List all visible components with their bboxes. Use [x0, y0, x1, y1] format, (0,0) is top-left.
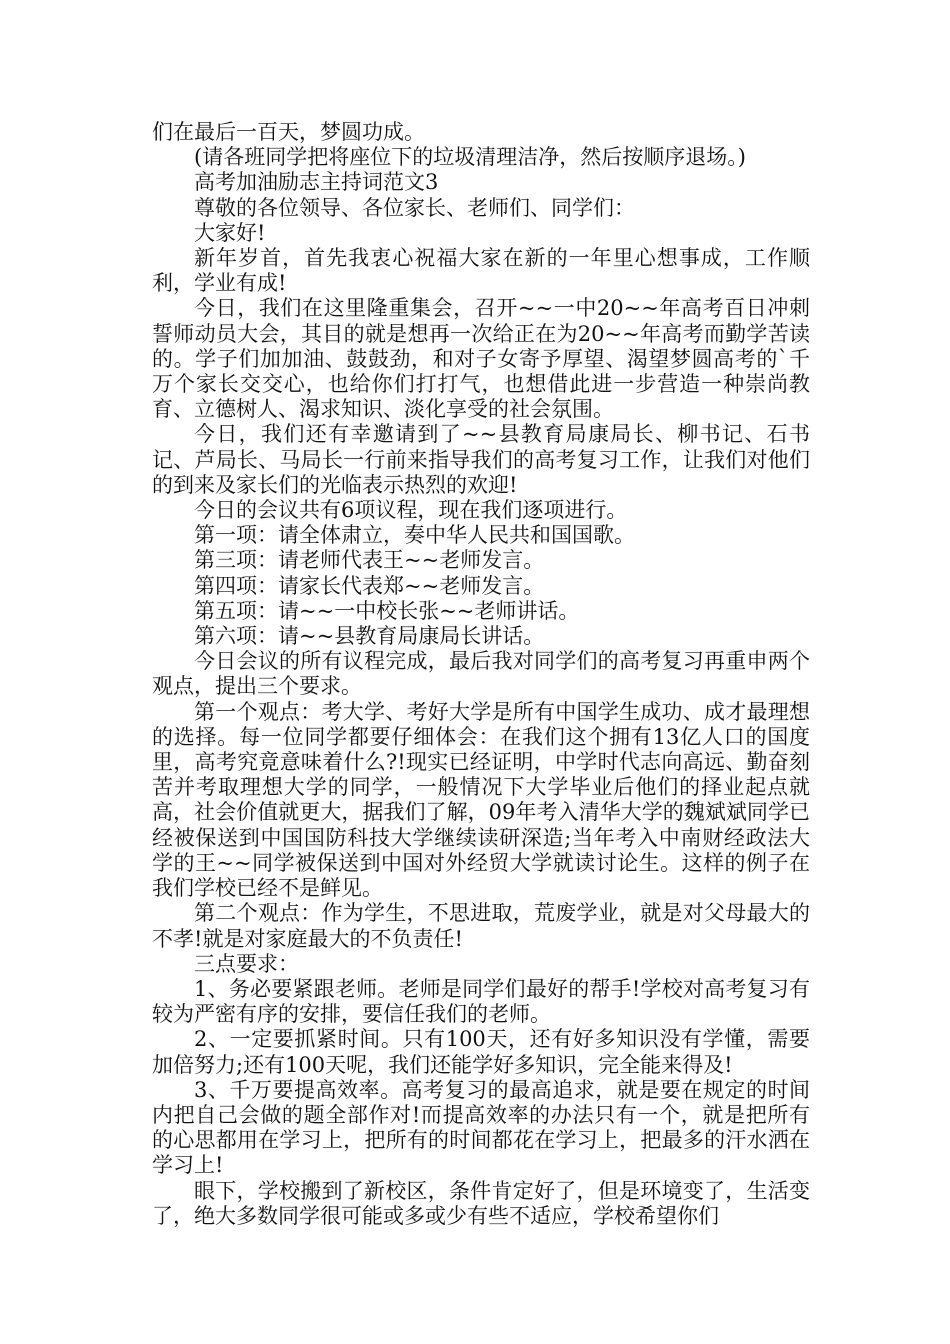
paragraph-1: 们在最后一百天，梦圆功成。: [152, 120, 425, 144]
greeting-hello: 大家好!: [194, 220, 266, 245]
section-heading: 高考加油励志主持词范文3: [194, 170, 439, 195]
paragraph-viewpoint-2: 第二个观点：作为学生，不思进取，荒废学业，就是对父母最大的不孝!就是对家庭最大的不负责任!: [152, 901, 810, 951]
paragraph-agenda: 今日的会议共有6项议程，现在我们逐项进行。: [194, 498, 628, 523]
requirement-1: 1、务必要紧跟老师。老师是同学们最好的帮手!学校对高考复习有较为严密有序的安排，要信任我们的老师。: [152, 976, 810, 1027]
paragraph-viewpoint-1: 第一个观点：考大学、考好大学是所有中国学生成功、成才最理想的选择。每一位同学都要仔细体会：在我们这个拥有13亿人口的国度里，高考究竟意味着什么?!现实已经证明，中学时代志向高远、勤奋刻苦并考取理想大学的同学，一般情况下大学毕业后他们的择业起点就高，社会价值就更大，据我们了解，09年考入清华大学的魏斌斌同学已经被保送到中国国防科技大学继续读研深造;当年考入中南财经政法大学的王~~同学被保送到中国对外经贸大学就读讨论生。这样的例子在我们学校已经不是鲜见。: [152, 699, 810, 901]
paragraph-new-year: 新年岁首，首先我衷心祝福大家在新的一年里心想事成，工作顺利，学业有成!: [152, 246, 810, 296]
agenda-item-3: 第三项：请老师代表王~~老师发言。: [194, 548, 545, 573]
agenda-item-6: 第六项：请~~县教育局康局长讲话。: [194, 624, 545, 649]
paragraph-welcome: 今日，我们还有幸邀请到了~~县教育局康局长、柳书记、石书记、芦局长、马局长一行前来指导我们的高考复习工作，让我们对他们的到来及家长们的光临表示热烈的欢迎!: [152, 422, 810, 497]
greeting-salutation: 尊敬的各位领导、各位家长、老师们、同学们：: [194, 195, 635, 220]
paragraph-2: (请各班同学把将座位下的垃圾清理洁净，然后按顺序退场。): [194, 145, 746, 170]
paragraph-purpose: 今日，我们在这里隆重集会，召开~~一中20~~年高考百日冲刺誓师动员大会，其目的就是想再一次给正在为20~~年高考而勤学苦读的。学子们加加油、鼓鼓劲，和对子女寄予厚望、渴望梦圆高考的`千万个家长交交心，也给你们打打气，也想借此进一步营造一种崇尚教育、立德树人、渴求知识、淡化享受的社会氛围。: [152, 296, 810, 422]
agenda-item-1: 第一项：请全体肃立，奏中华人民共和国国歌。: [194, 523, 635, 548]
agenda-item-4: 第四项：请家长代表郑~~老师发言。: [194, 573, 545, 598]
requirement-2: 2、一定要抓紧时间。只有100天，还有好多知识没有学懂，需要加倍努力;还有100天呢，我们还能学好多知识，完全能来得及!: [152, 1027, 810, 1077]
requirements-heading: 三点要求：: [194, 951, 299, 976]
requirement-3: 3、千万要提高效率。高考复习的最高追求，就是要在规定的时间内把自己会做的题全部作对!而提高效率的办法只有一个，就是把所有的心思都用在学习上，把所有的时间都花在学习上，把最多的汗水洒在学习上!: [152, 1077, 810, 1178]
document-body: [152, 120, 810, 1229]
paragraph-conclusion: 今日会议的所有议程完成，最后我对同学们的高考复习再重申两个观点，提出三个要求。: [152, 649, 810, 699]
agenda-item-5: 第五项：请~~一中校长张~~老师讲话。: [194, 598, 580, 623]
paragraph-campus: 眼下，学校搬到了新校区，条件肯定好了，但是环境变了，生活变了，绝大多数同学很可能或多或少有些不适应，学校希望你们: [152, 1178, 810, 1228]
